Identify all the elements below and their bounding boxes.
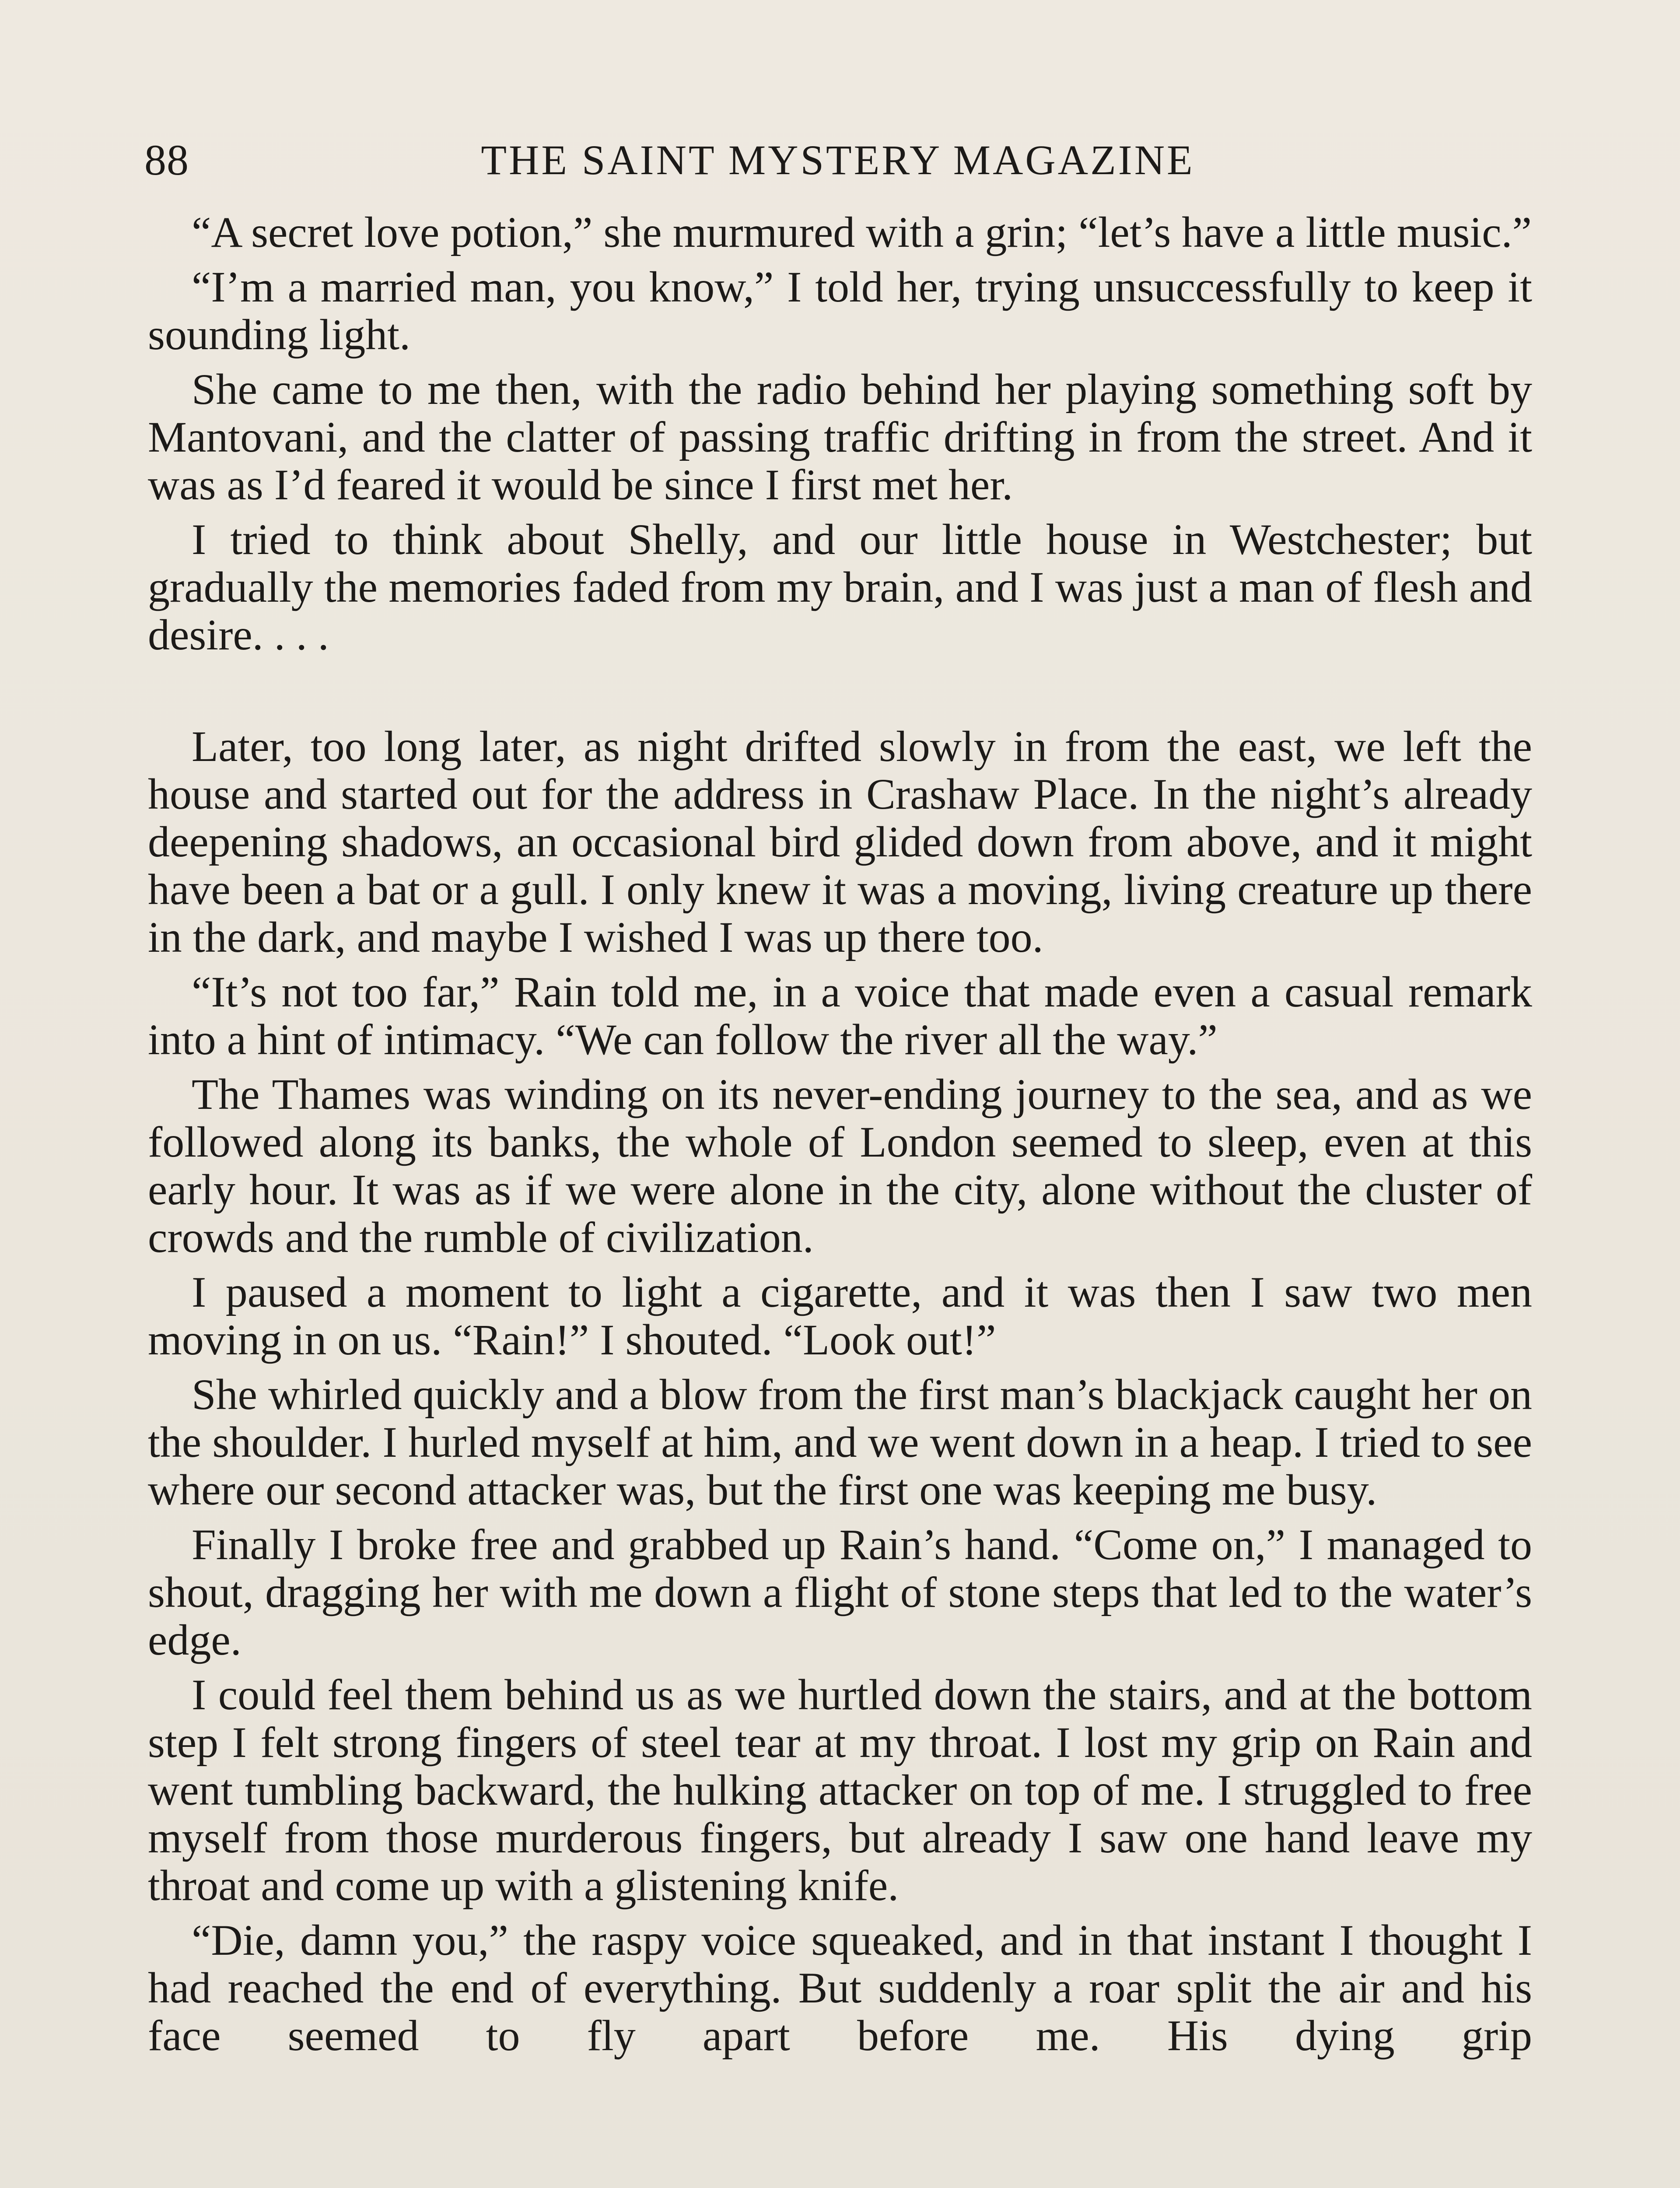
- story-text: [148, 208, 1532, 2066]
- running-head: [144, 130, 1531, 191]
- paragraph: “I’m a married man, you know,” I told her, trying unsuccessfully to keep it sounding light.: [148, 263, 1532, 359]
- paragraph: Finally I broke free and grabbed up Rain’s hand. “Come on,” I managed to shout, dragging her with me down a flight of stone steps that led to the water’s edge.: [148, 1520, 1532, 1664]
- paragraph: I could feel them behind us as we hurtled down the stairs, and at the bottom step I felt strong fingers of steel tear at my throat. I lost my grip on Rain and went tumbling backward, the hulking attacker on top of me. I struggled to free myself from those murderous fingers, but already I saw one hand leave my throat and come up with a glistening knife.: [148, 1670, 1532, 1910]
- magazine-title: THE SAINT MYSTERY MAGAZINE: [481, 137, 1195, 183]
- page-number: 88: [144, 136, 189, 184]
- paragraph: Later, too long later, as night drifted slowly in from the east, we left the house and started out for the address in Crashaw Place. In the night’s already deepening shadows, an occasional bird glided down from above, and it might have been a bat or a gull. I only knew it was a moving, living creature up there in the dark, and maybe I wished I was up there too.: [148, 722, 1532, 961]
- paragraph: She whirled quickly and a blow from the first man’s blackjack caught her on the shoulder. I hurled myself at him, and we went down in a heap. I tried to see where our second attacker was, but the first one was keeping me busy.: [148, 1370, 1532, 1514]
- paragraph: The Thames was winding on its never-ending journey to the sea, and as we followed along its banks, the whole of London seemed to sleep, even at this early hour. It was as if we were alone in the city, alone without the cluster of crowds and the rumble of civilization.: [148, 1070, 1532, 1262]
- paragraph: “Die, damn you,” the raspy voice squeaked, and in that instant I thought I had reached the end of everything. But suddenly a roar split the air and his face seemed to fly apart before me. His dying grip: [148, 1916, 1532, 2060]
- paragraph: “It’s not too far,” Rain told me, in a voice that made even a casual remark into a hint of intimacy. “We can follow the river all the way.”: [148, 968, 1532, 1064]
- section-break: [148, 666, 1532, 722]
- paragraph: I tried to think about Shelly, and our little house in Westchester; but gradually the memories faded from my brain, and I was just a man of flesh and desire. . . .: [148, 515, 1532, 659]
- paragraph: “A secret love potion,” she murmured with a grin; “let’s have a little music.”: [192, 208, 1532, 256]
- paragraph: I paused a moment to light a cigarette, and it was then I saw two men moving in on us. “Rain!” I shouted. “Look out!”: [148, 1268, 1532, 1364]
- paragraph: She came to me then, with the radio behind her playing something soft by Mantovani, and the clatter of passing traffic drifting in from the street. And it was as I’d feared it would be since I first met her.: [148, 365, 1532, 509]
